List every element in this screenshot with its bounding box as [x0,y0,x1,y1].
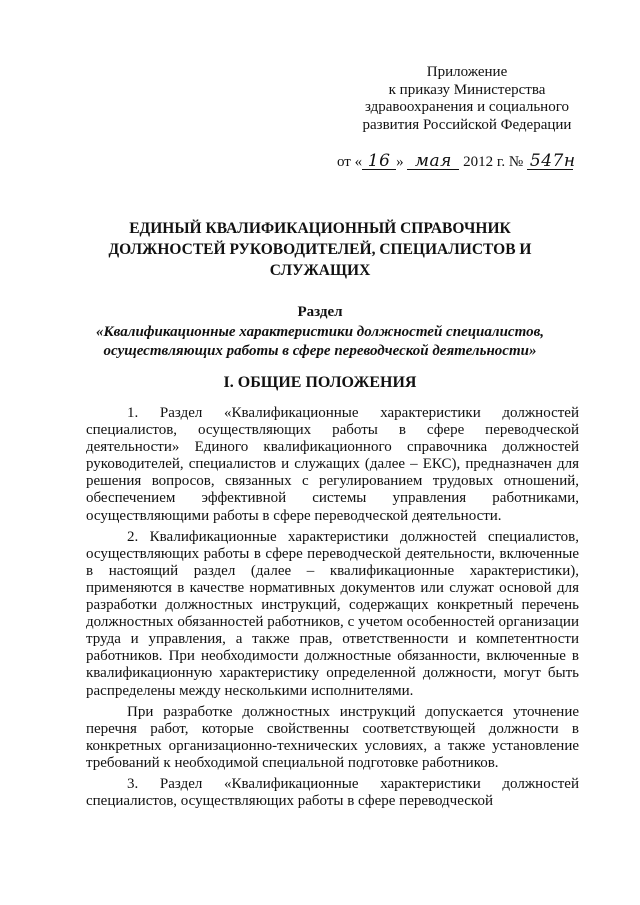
appendix-line: развития Российской Федерации [362,116,572,133]
section-label: Раздел [297,304,343,320]
chapter-heading: I. ОБЩИЕ ПОЛОЖЕНИЯ [223,374,417,391]
order-year: 2012 г. № [463,154,524,170]
handwritten-month: мая [407,153,459,170]
appendix-line: здравоохранения и социального [364,99,569,115]
section-name: «Квалификационные характеристики должностей специалистов, осуществляющих работы в сфере переводческой деятельности» [95,324,545,359]
handwritten-order-number: 547н [527,153,573,170]
paragraph: 1. Раздел «Квалификационные характеристики должностей специалистов, осуществляющих работы в сфере переводческой деятельности» Единого квалификационного справочника должностей руководителей, специалистов и служащих (далее – ЕКС), предназначен для решения вопросов, связанных с регулированием трудовых отношений, обеспечением эффективной системы управления работниками, осуществляющими работы в сфере переводческой деятельности. [86,405,579,524]
paragraph: 2. Квалификационные характеристики должностей специалистов, осуществляющих работы в сфере переводческой деятельности, включенные в настоящий раздел (далее – квалификационные характеристики), применяются в качестве нормативных документов или служат основой для разработки должностных инструкций, содержащих конкретный перечень должностных обязанностей работников, с учетом особенностей организации труда и управления, а также прав, ответственности и компетентности работников. При необходимости должностные обязанности, включенные в квалификационную характеристику определенной должности, могут быть распределены между несколькими исполнителями. [86,528,579,699]
appendix-line: к приказу Министерства [388,81,546,98]
appendix-header [337,64,597,134]
appendix-line: Приложение [426,64,508,80]
order-line [337,151,576,172]
order-quote-close: » [396,154,404,170]
document-body [86,405,579,810]
document-title: ЕДИНЫЙ КВАЛИФИКАЦИОННЫЙ СПРАВОЧНИК ДОЛЖНОСТЕЙ РУКОВОДИТЕЛЕЙ, СПЕЦИАЛИСТОВ И СЛУЖАЩИХ [108,220,532,279]
order-prefix: от « [337,154,363,170]
handwritten-day: 16 [362,153,396,170]
paragraph: При разработке должностных инструкций допускается уточнение перечня работ, которые свойственны соответствующей должности в конкретных организационно-технических условиях, а также установление требований к необходимой специальной подготовке работников. [86,703,579,771]
paragraph: 3. Раздел «Квалификационные характеристики должностей специалистов, осуществляющих работы в сфере переводческой [86,775,579,810]
